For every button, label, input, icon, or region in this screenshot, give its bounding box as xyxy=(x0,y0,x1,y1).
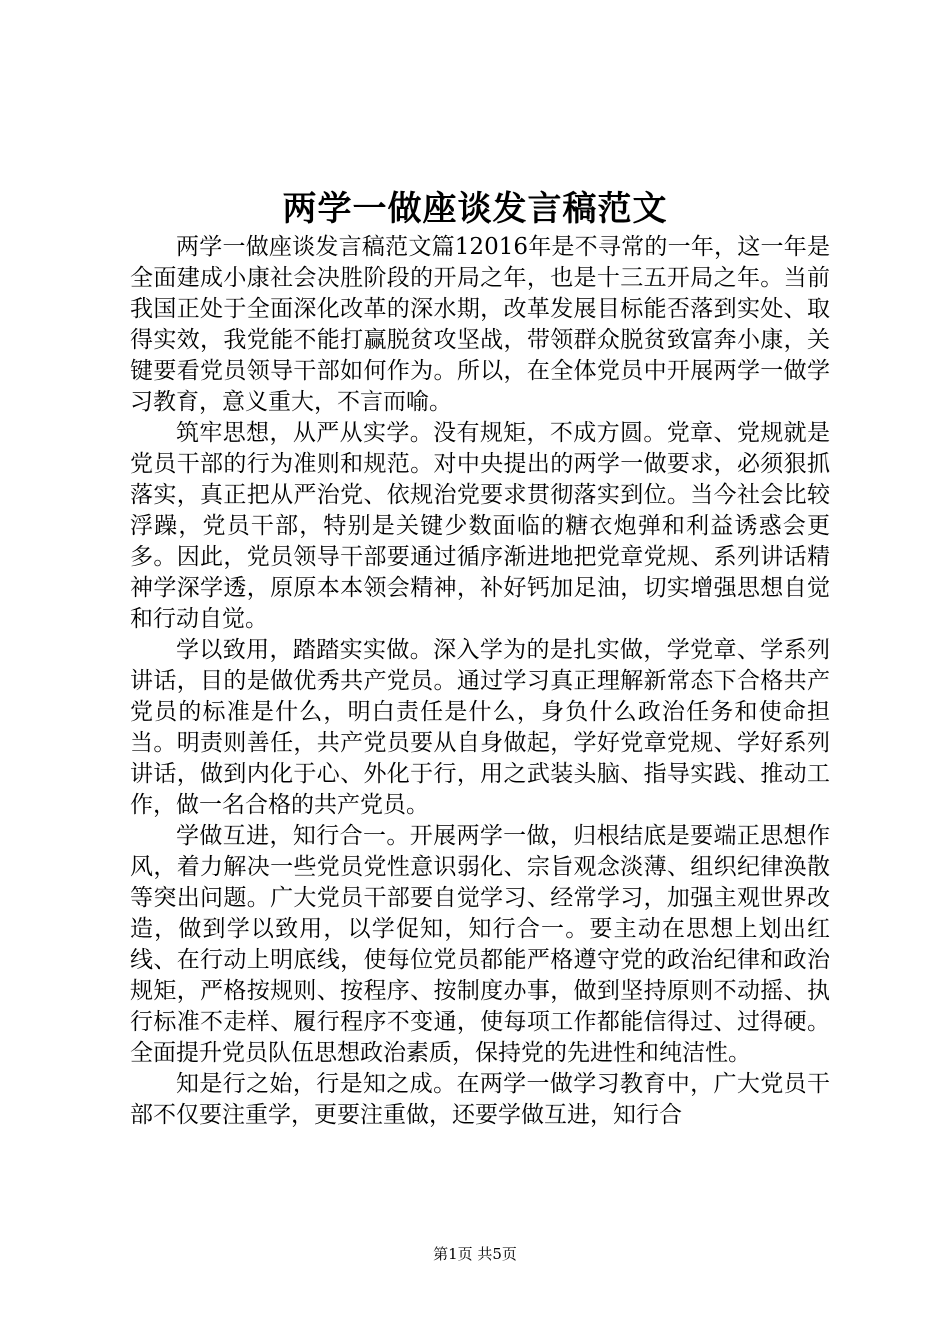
paragraph-5: 知是行之始，行是知之成。在两学一做学习教育中，广大党员干部不仅要注重学，更要注重做，还要学做互进，知行合 xyxy=(130,1071,830,1128)
paragraph-1: 两学一做座谈发言稿范文篇12016年是不寻常的一年，这一年是全面建成小康社会决胜阶段的开局之年，也是十三五开局之年。当前我国正处于全面深化改革的深水期，改革发展目标能否落到实处、取得实效，我党能不能打赢脱贫攻坚战，带领群众脱贫致富奔小康，关键要看党员领导干部如何作为。所以，在全体党员中开展两学一做学习教育，意义重大，不言而喻。 xyxy=(130,234,830,415)
document-body xyxy=(130,232,830,1131)
paragraph-3: 学以致用，踏踏实实做。深入学为的是扎实做，学党章、学系列讲话，目的是做优秀共产党员。通过学习真正理解新常态下合格共产党员的标准是什么，明白责任是什么，身负什么政治任务和使命担当。明责则善任，共产党员要从自身做起，学好党章党规、学好系列讲话，做到内化于心、外化于行，用之武装头脑、指导实践、推动工作，做一名合格的共产党员。 xyxy=(130,637,830,818)
document-title: 两学一做座谈发言稿范文 xyxy=(282,189,668,229)
paragraph-2: 筑牢思想，从严从实学。没有规矩，不成方圆。党章、党规就是党员干部的行为准则和规范。对中央提出的两学一做要求，必须狠抓落实，真正把从严治党、依规治党要求贯彻落实到位。当今社会比较浮躁，党员干部，特别是关键少数面临的糖衣炮弹和利益诱惑会更多。因此，党员领导干部要通过循序渐进地把党章党规、系列讲话精神学深学透，原原本本领会精神，补好钙加足油，切实增强思想自觉和行动自觉。 xyxy=(130,420,830,632)
page-number-footer: 第1页 共5页 xyxy=(433,1245,517,1263)
paragraph-4: 学做互进，知行合一。开展两学一做，归根结底是要端正思想作风，着力解决一些党员党性意识弱化、宗旨观念淡薄、组织纪律涣散等突出问题。广大党员干部要自觉学习、经常学习，加强主观世界改造，做到学以致用，以学促知，知行合一。要主动在思想上划出红线、在行动上明底线，使每位党员都能严格遵守党的政治纪律和政治规矩，严格按规则、按程序、按制度办事，做到坚持原则不动摇、执行标准不走样、履行程序不变通，使每项工作都能信得过、过得硬。全面提升党员队伍思想政治素质，保持党的先进性和纯洁性。 xyxy=(130,823,830,1066)
